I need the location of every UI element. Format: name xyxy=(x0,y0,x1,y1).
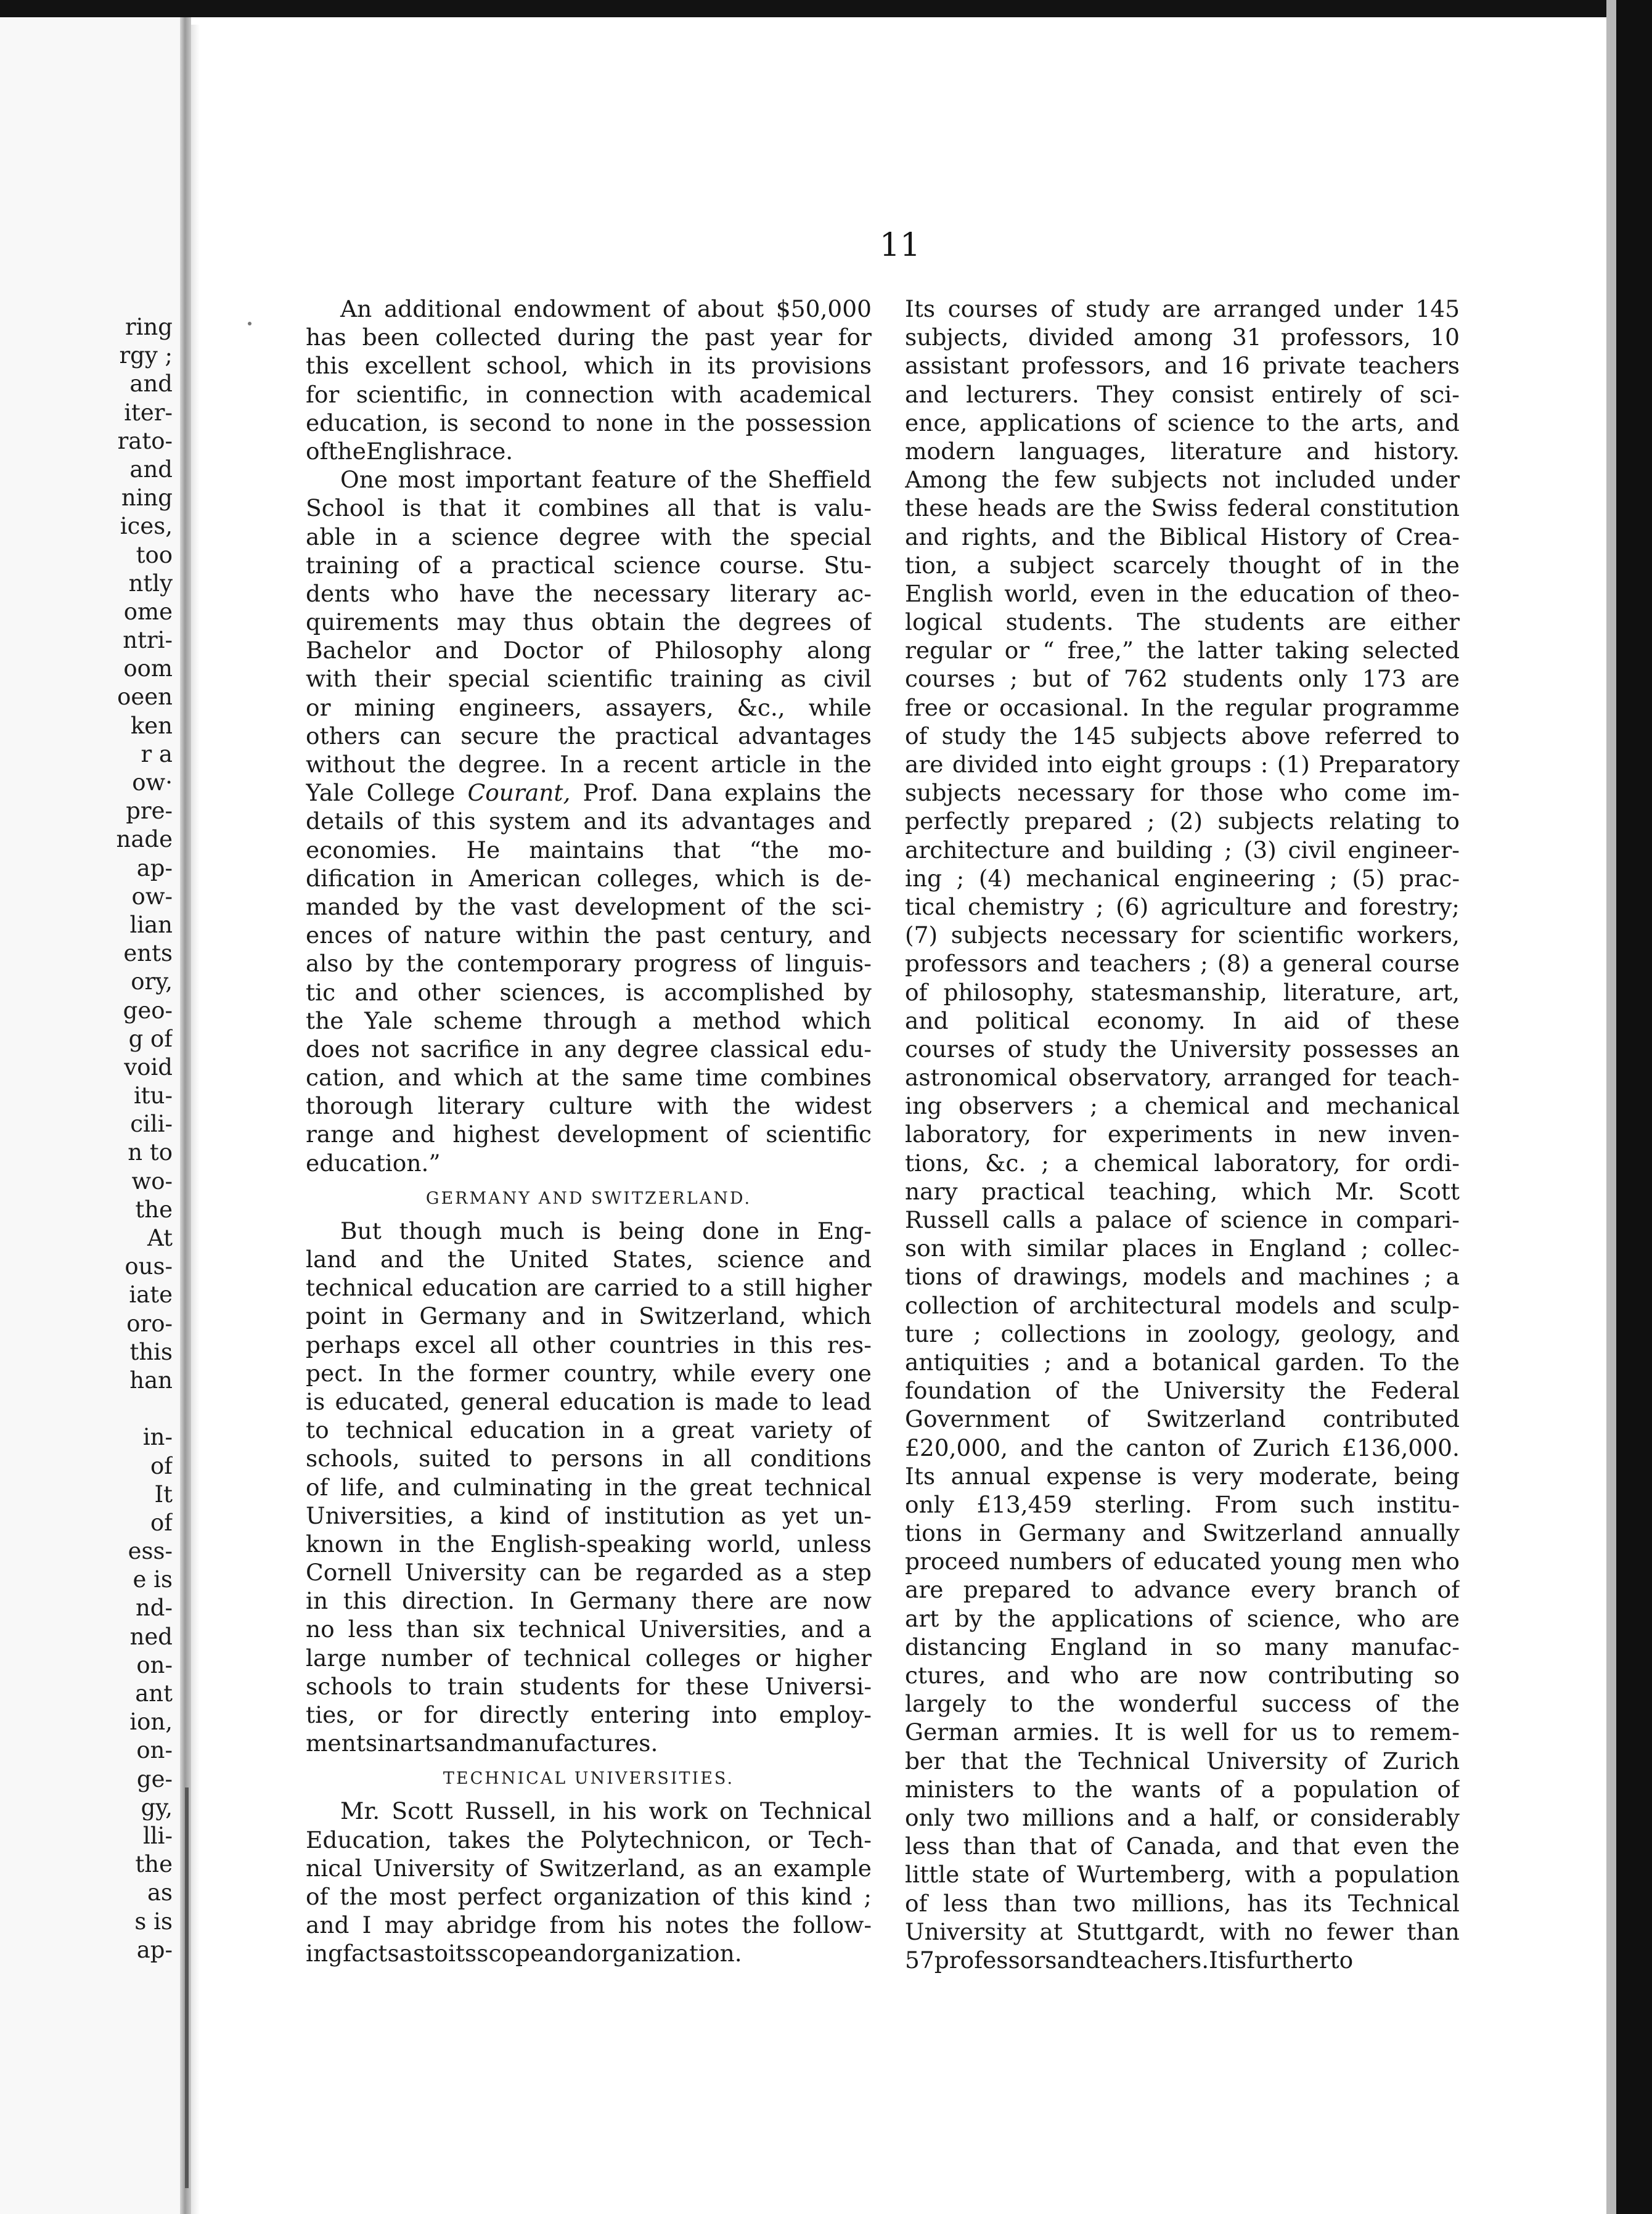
text-line: pect. In the former country, while every one xyxy=(306,1359,872,1387)
previous-page-line: iter- xyxy=(124,399,173,426)
text-line: architecture and building ; (3) civil engineer- xyxy=(905,836,1460,864)
text-line: of less than two millions, has its Technical xyxy=(905,1889,1460,1917)
previous-page-line: iate xyxy=(129,1281,173,1309)
text-line: tions, &c. ; a chemical laboratory, for ordi- xyxy=(905,1149,1460,1177)
text-line: are divided into eight groups : (1) Preparatory xyxy=(905,751,1460,778)
text-line: cation, and which at the same time combines xyxy=(306,1064,872,1092)
text-line: ments in arts and manufactures. xyxy=(306,1730,658,1757)
previous-page-line: ess- xyxy=(128,1538,173,1565)
text-line: art by the applications of science, who are xyxy=(905,1604,1460,1632)
previous-page-line: oro- xyxy=(126,1310,173,1337)
previous-page-line: too xyxy=(136,541,173,568)
text-line: these heads are the Swiss federal constitution xyxy=(905,494,1460,522)
text-line: (7) subjects necessary for scientific workers, xyxy=(905,921,1460,949)
text-line: logical students. The students are either xyxy=(905,608,1460,636)
text-line: £20,000, and the canton of Zurich £136,000. xyxy=(905,1434,1460,1461)
text-line: Education, takes the Polytechnicon, or Tech- xyxy=(306,1826,872,1853)
text-line: and lecturers. They consist entirely of sci- xyxy=(905,380,1460,408)
previous-page-line: gy, xyxy=(141,1794,173,1821)
text-line: nary practical teaching, which Mr. Scott xyxy=(905,1177,1460,1205)
text-line: regular or “ free,” the latter taking selected xyxy=(905,637,1460,664)
text-line: Yale College Courant, Prof. Dana explains the xyxy=(306,779,872,807)
text-line: English world, even in the education of theo- xyxy=(905,579,1460,607)
previous-page-line: ned xyxy=(129,1623,173,1650)
text-line: this excellent school, which in its provisions xyxy=(306,352,872,380)
page-number: 11 xyxy=(879,227,921,264)
text-line: Universities, a kind of institution as yet un- xyxy=(306,1501,872,1529)
text-line: no less than six technical Universities, and a xyxy=(306,1616,872,1643)
text-line: ties, or for directly entering into employ- xyxy=(306,1701,872,1728)
text-line: are prepared to advance every branch of xyxy=(905,1576,1460,1604)
text-line: University at Stuttgardt, with no fewer than xyxy=(905,1918,1460,1945)
text-line: ences of nature within the past century, and xyxy=(306,921,872,949)
text-line: ministers to the wants of a population of xyxy=(905,1775,1460,1803)
text-line: Cornell University can be regarded as a step xyxy=(306,1559,872,1587)
text-line: only £13,459 sterling. From such institu- xyxy=(905,1490,1460,1518)
text-line: ber that the Technical University of Zurich xyxy=(905,1747,1460,1775)
previous-page-line: oeen xyxy=(117,684,173,711)
text-line: ing facts as to its scope and organization. xyxy=(306,1940,742,1967)
text-line: perfectly prepared ; (2) subjects relating to xyxy=(905,807,1460,835)
previous-page-line: itu- xyxy=(133,1082,173,1109)
text-line: dification in American colleges, which is de- xyxy=(306,864,872,892)
text-line: with their special scientific training as civil xyxy=(306,665,872,693)
previous-page-line: as xyxy=(147,1879,173,1906)
previous-page-line: of xyxy=(150,1509,173,1536)
text-line: ing observers ; a chemical and mechanical xyxy=(905,1092,1460,1120)
text-line: Its annual expense is very moderate, being xyxy=(905,1462,1460,1490)
text-line: manded by the vast development of the sci- xyxy=(306,893,872,920)
text-line: astronomical observatory, arranged for teach- xyxy=(905,1064,1460,1092)
text-line: and I may abridge from his notes the follow- xyxy=(306,1911,872,1939)
previous-page-line: ntly xyxy=(128,570,173,597)
previous-page-line: r a xyxy=(141,740,173,767)
scan-speck xyxy=(248,322,251,325)
text-line: tion, a subject scarcely thought of in the xyxy=(905,551,1460,579)
text-line: point in Germany and in Switzerland, which xyxy=(306,1302,872,1330)
previous-page-line xyxy=(0,1395,173,1423)
previous-page-line: ning xyxy=(121,484,173,512)
text-line: assistant professors, and 16 private teachers xyxy=(905,352,1460,380)
previous-page-line: nd- xyxy=(135,1595,173,1622)
text-line: tical chemistry ; (6) agriculture and forestry; xyxy=(905,893,1460,920)
previous-page-line: and xyxy=(129,370,173,398)
text-line: without the degree. In a recent article in the xyxy=(306,751,872,778)
previous-page-fragment xyxy=(0,17,180,2214)
text-line: only two millions and a half, or considerably xyxy=(905,1803,1460,1831)
previous-page-line: han xyxy=(129,1366,173,1394)
previous-page-line: ents xyxy=(123,940,173,967)
text-line: quirements may thus obtain the degrees of xyxy=(306,608,872,636)
text-line: professors and teachers ; (8) a general course xyxy=(905,950,1460,978)
section-heading: TECHNICAL UNIVERSITIES. xyxy=(443,1769,735,1789)
text-line: does not sacrifice in any degree classical edu- xyxy=(306,1035,872,1063)
text-line: But though much is being done in Eng- xyxy=(340,1217,872,1244)
text-line: to technical education in a great variety of xyxy=(306,1416,872,1444)
previous-page-line: ge- xyxy=(136,1765,173,1792)
text-line: School is that it combines all that is valu- xyxy=(306,494,872,522)
previous-page-line: rgy ; xyxy=(119,342,173,369)
text-line: and rights, and the Biblical History of Crea- xyxy=(905,523,1460,550)
text-line: education, is second to none in the possession xyxy=(306,409,872,436)
text-line: thorough literary culture with the widest xyxy=(306,1092,872,1120)
previous-page-line: and xyxy=(129,455,173,483)
previous-page-line: ring xyxy=(125,314,173,340)
spine-shadow xyxy=(185,1787,189,2188)
previous-page-line: It xyxy=(154,1481,173,1508)
previous-page-line: nade xyxy=(116,826,173,853)
text-line: of the most perfect organization of this kind ; xyxy=(306,1882,872,1910)
previous-page-line: s is xyxy=(134,1908,173,1935)
previous-page-line: geo- xyxy=(123,997,173,1024)
previous-page-line: ant xyxy=(135,1680,173,1707)
previous-page-line: ow· xyxy=(132,769,173,796)
previous-page-line: n to xyxy=(128,1139,173,1166)
text-line: Bachelor and Doctor of Philosophy along xyxy=(306,637,872,664)
text-line: education.” xyxy=(306,1149,441,1177)
text-line: technical education are carried to a still higher xyxy=(306,1274,872,1302)
text-line: large number of technical colleges or higher xyxy=(306,1644,872,1672)
previous-page-line: lian xyxy=(129,911,173,938)
text-line: of life, and culminating in the great technical xyxy=(306,1473,872,1501)
text-line: less than that of Canada, and that even the xyxy=(905,1832,1460,1860)
left-text-column xyxy=(306,295,872,1968)
previous-page-line: wo- xyxy=(131,1167,173,1195)
previous-page-line: ken xyxy=(130,712,173,739)
text-line: known in the English-speaking world, unless xyxy=(306,1530,872,1558)
previous-page-text xyxy=(0,313,173,1964)
text-line: ture ; collections in zoology, geology, and xyxy=(905,1320,1460,1347)
text-line: Russell calls a palace of science in compari- xyxy=(905,1206,1460,1233)
previous-page-line: lli- xyxy=(142,1822,173,1849)
text-line: for scientific, in connection with academical xyxy=(306,380,872,408)
text-line: or mining engineers, assayers, &c., while xyxy=(306,693,872,721)
text-line: Among the few subjects not included under xyxy=(905,466,1460,494)
previous-page-line: At xyxy=(147,1225,173,1251)
page-edge-shadow xyxy=(191,25,200,2214)
text-line: schools to train students for these Universi- xyxy=(306,1672,872,1700)
previous-page-line: oom xyxy=(123,655,173,682)
previous-page-line: e is xyxy=(133,1566,173,1593)
text-line: in this direction. In Germany there are now xyxy=(306,1587,872,1615)
text-line: schools, suited to persons in all conditions xyxy=(306,1445,872,1473)
text-line: of philosophy, statesmanship, literature, art, xyxy=(905,978,1460,1006)
section-heading: GERMANY AND SWITZERLAND. xyxy=(425,1188,752,1208)
text-line: foundation of the University the Federal xyxy=(905,1377,1460,1405)
text-line: ctures, and who are now contributing so xyxy=(905,1662,1460,1689)
text-line: and political economy. In aid of these xyxy=(905,1007,1460,1034)
text-line: tic and other sciences, is accomplished by xyxy=(306,978,872,1006)
right-text-column xyxy=(905,295,1460,1974)
text-line: collection of architectural models and sculp- xyxy=(905,1291,1460,1319)
text-line: subjects, divided among 31 professors, 10 xyxy=(905,324,1460,351)
text-line: others can secure the practical advantages xyxy=(306,722,872,750)
text-line: tions in Germany and Switzerland annually xyxy=(905,1519,1460,1547)
text-line: has been collected during the past year for xyxy=(306,324,872,351)
text-line: able in a science degree with the special xyxy=(306,523,872,550)
previous-page-line: pre- xyxy=(126,798,173,825)
text-line: is educated, general education is made to lead xyxy=(306,1387,872,1415)
previous-page-line: this xyxy=(129,1338,173,1365)
previous-page-line: ous- xyxy=(125,1253,173,1280)
text-line: 57 professors and teachers. It is further to xyxy=(905,1946,1354,1974)
text-line: largely to the wonderful success of the xyxy=(905,1690,1460,1718)
previous-page-line: cili- xyxy=(130,1111,173,1138)
previous-page-line: rato- xyxy=(117,427,173,454)
scan-border-right-grey xyxy=(1606,0,1616,2214)
text-line: An additional endowment of about $50,000 xyxy=(340,295,872,322)
text-line: distancing England in so many manufac- xyxy=(905,1633,1460,1661)
text-line: dents who have the necessary literary ac- xyxy=(306,579,872,607)
previous-page-line: the xyxy=(135,1851,173,1878)
text-line: German armies. It is well for us to remem- xyxy=(905,1718,1460,1746)
previous-page-line: the xyxy=(135,1196,173,1223)
text-line: also by the contemporary progress of linguis- xyxy=(306,950,872,978)
text-line: free or occasional. In the regular programme xyxy=(905,693,1460,721)
text-line: training of a practical science course. Stu- xyxy=(306,551,872,579)
previous-page-line: on- xyxy=(136,1737,173,1764)
previous-page-line: of xyxy=(150,1452,173,1479)
text-line: tions of drawings, models and machines ; a xyxy=(905,1263,1460,1291)
text-line: son with similar places in England ; collec- xyxy=(905,1235,1460,1262)
previous-page-line: ome xyxy=(123,598,173,625)
text-line: details of this system and its advantages and xyxy=(306,807,872,835)
previous-page-line: ion, xyxy=(129,1709,173,1736)
text-line: of study the 145 subjects above referred to xyxy=(905,722,1460,750)
scan-border-top xyxy=(0,0,1652,17)
text-line: economies. He maintains that “the mo- xyxy=(306,836,872,864)
text-line: modern languages, literature and history. xyxy=(905,437,1460,465)
text-line: Mr. Scott Russell, in his work on Technical xyxy=(340,1797,872,1825)
text-line: nical University of Switzerland, as an example xyxy=(306,1854,872,1882)
previous-page-line: ices, xyxy=(120,513,173,540)
text-line: antiquities ; and a botanical garden. To the xyxy=(905,1348,1460,1376)
text-line: of the English race. xyxy=(306,437,513,465)
text-line: courses of study the University possesses an xyxy=(905,1035,1460,1063)
previous-page-line: ow- xyxy=(131,883,173,910)
text-line: ence, applications of science to the arts, and xyxy=(905,409,1460,436)
previous-page-line: ap- xyxy=(136,1936,173,1963)
text-line: One most important feature of the Sheffield xyxy=(340,466,872,494)
previous-page-line: ntri- xyxy=(123,627,173,654)
text-line: subjects necessary for those who come im- xyxy=(905,779,1460,807)
text-line: land and the United States, science and xyxy=(306,1246,872,1273)
scan-border-right xyxy=(1616,0,1652,2214)
previous-page-line: ap- xyxy=(136,854,173,881)
text-line: perhaps excel all other countries in this res- xyxy=(306,1331,872,1358)
text-line: ing ; (4) mechanical engineering ; (5) prac- xyxy=(905,864,1460,892)
previous-page-line: on- xyxy=(136,1651,173,1678)
previous-page-line: in- xyxy=(142,1424,173,1451)
text-line: courses ; but of 762 students only 173 are xyxy=(905,665,1460,693)
text-line: little state of Wurtemberg, with a population xyxy=(905,1861,1460,1889)
previous-page-line: void xyxy=(124,1053,173,1080)
text-line: proceed numbers of educated young men who xyxy=(905,1548,1460,1575)
previous-page-line: ory, xyxy=(131,968,173,995)
text-line: laboratory, for experiments in new inven- xyxy=(905,1121,1460,1148)
text-line: the Yale scheme through a method which xyxy=(306,1007,872,1034)
text-line: Its courses of study are arranged under 145 xyxy=(905,295,1460,322)
text-line: Government of Switzerland contributed xyxy=(905,1405,1460,1433)
text-line: range and highest development of scientific xyxy=(306,1121,872,1148)
previous-page-line: g of xyxy=(128,1025,173,1052)
